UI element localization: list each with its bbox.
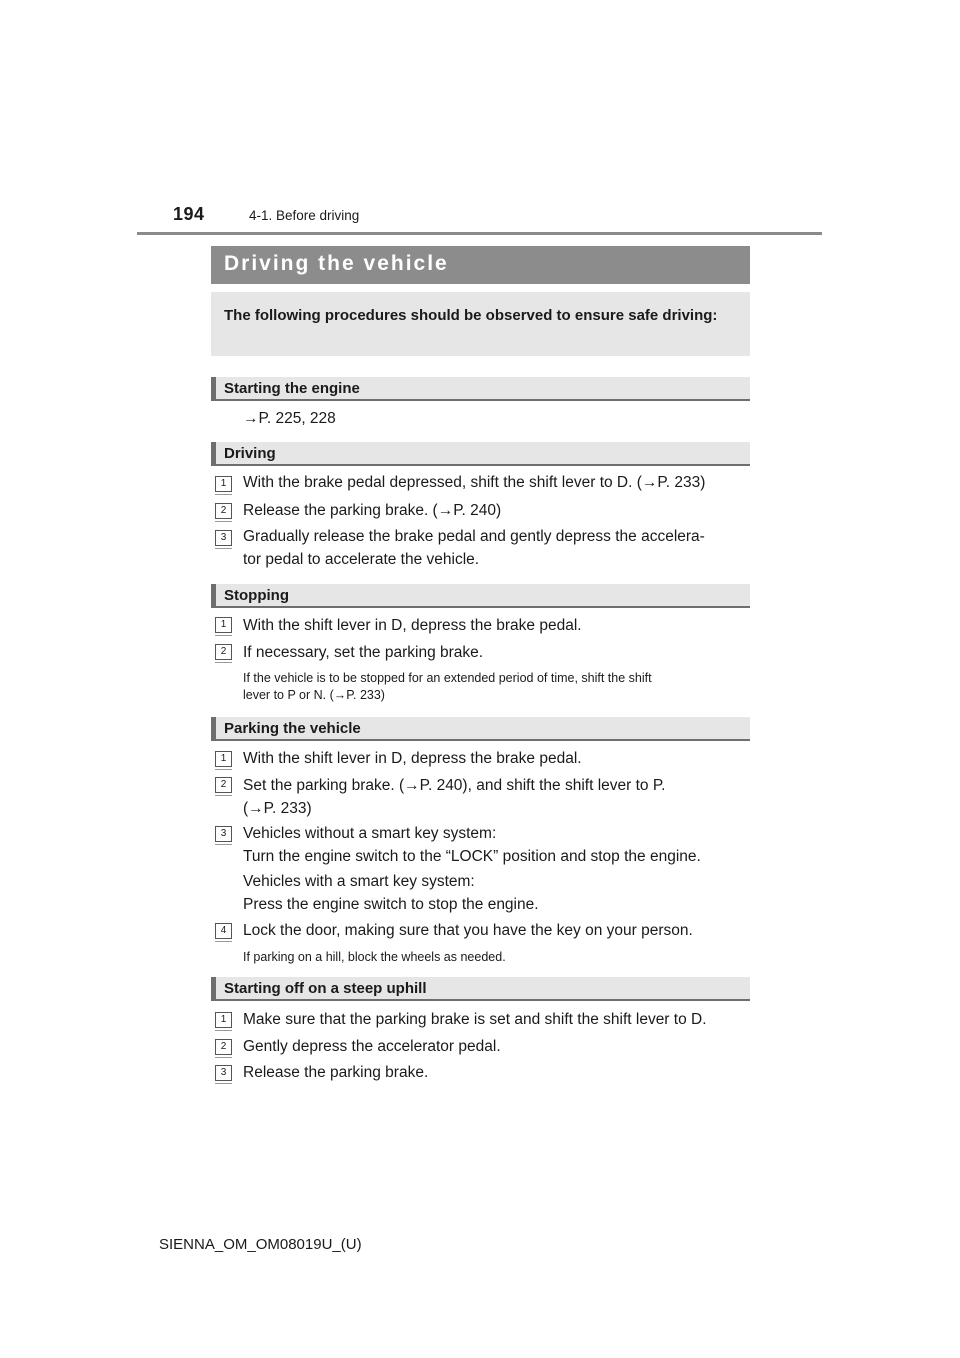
driving-step-1: With the brake pedal depressed, shift the shift lever to D. (→P. 233) xyxy=(243,474,706,491)
parking-step-4: Lock the door, making sure that you have the key on your person. xyxy=(243,922,693,939)
starting-reference-link[interactable]: →P. 225, 228 xyxy=(243,410,336,427)
step-number-badge: 3 xyxy=(215,530,232,546)
parking-step-3-line-2: Turn the engine switch to the “LOCK” position and stop the engine. xyxy=(243,848,701,865)
heading-label: Stopping xyxy=(224,587,289,604)
heading-steep-uphill xyxy=(211,977,750,1001)
page-title-bar xyxy=(211,246,750,284)
parking-step-3-line-4: Press the engine switch to stop the engine. xyxy=(243,896,539,913)
heading-parking xyxy=(211,717,750,741)
step-number-badge: 3 xyxy=(215,826,232,842)
parking-step-2-continued: (→P. 233) xyxy=(243,800,312,817)
uphill-step-1: Make sure that the parking brake is set and shift the shift lever to D. xyxy=(243,1011,707,1028)
parking-note: If parking on a hill, block the wheels as needed. xyxy=(243,950,506,964)
driving-step-3-continued: tor pedal to accelerate the vehicle. xyxy=(243,551,480,568)
stopping-note: If the vehicle is to be stopped for an extended period of time, shift the shift xyxy=(243,671,652,685)
driving-step-2: Release the parking brake. (→P. 240) xyxy=(243,502,502,519)
parking-step-1: With the shift lever in D, depress the brake pedal. xyxy=(243,750,582,767)
step-number-badge: 2 xyxy=(215,1039,232,1055)
heading-label: Starting off on a steep uphill xyxy=(224,980,427,997)
heading-driving xyxy=(211,442,750,466)
intro-box: The following procedures should be observed to ensure safe driving: xyxy=(211,292,750,356)
page-title: Driving the vehicle xyxy=(224,252,449,275)
step-number-badge: 2 xyxy=(215,644,232,660)
stopping-step-1: With the shift lever in D, depress the brake pedal. xyxy=(243,617,582,634)
header-divider xyxy=(137,232,822,235)
heading-label: Driving xyxy=(224,445,276,462)
heading-label: Starting the engine xyxy=(224,380,360,397)
driving-step-3: Gradually release the brake pedal and gently depress the accelera- xyxy=(243,528,705,545)
step-number-badge: 1 xyxy=(215,476,232,492)
parking-step-3: Vehicles without a smart key system: xyxy=(243,825,497,842)
step-number-badge: 2 xyxy=(215,503,232,519)
step-number-badge: 1 xyxy=(215,1012,232,1028)
heading-label: Parking the vehicle xyxy=(224,720,361,737)
page-number: 194 xyxy=(173,204,205,224)
step-number-badge: 1 xyxy=(215,751,232,767)
step-number-badge: 2 xyxy=(215,777,232,793)
step-number-badge: 4 xyxy=(215,923,232,939)
step-number-badge: 3 xyxy=(215,1065,232,1081)
stopping-note-continued: lever to P or N. (→P. 233) xyxy=(243,688,385,702)
uphill-step-2: Gently depress the accelerator pedal. xyxy=(243,1038,501,1055)
step-number-badge: 1 xyxy=(215,617,232,633)
parking-step-3-line-3: Vehicles with a smart key system: xyxy=(243,873,475,890)
heading-stopping xyxy=(211,584,750,608)
uphill-step-3: Release the parking brake. xyxy=(243,1064,429,1081)
stopping-step-2: If necessary, set the parking brake. xyxy=(243,644,484,661)
parking-step-2: Set the parking brake. (→P. 240), and shift the shift lever to P. xyxy=(243,777,666,794)
document-code-footer: SIENNA_OM_OM08019U_(U) xyxy=(159,1236,362,1253)
heading-starting-engine xyxy=(211,377,750,401)
section-breadcrumb: 4-1. Before driving xyxy=(249,208,360,223)
